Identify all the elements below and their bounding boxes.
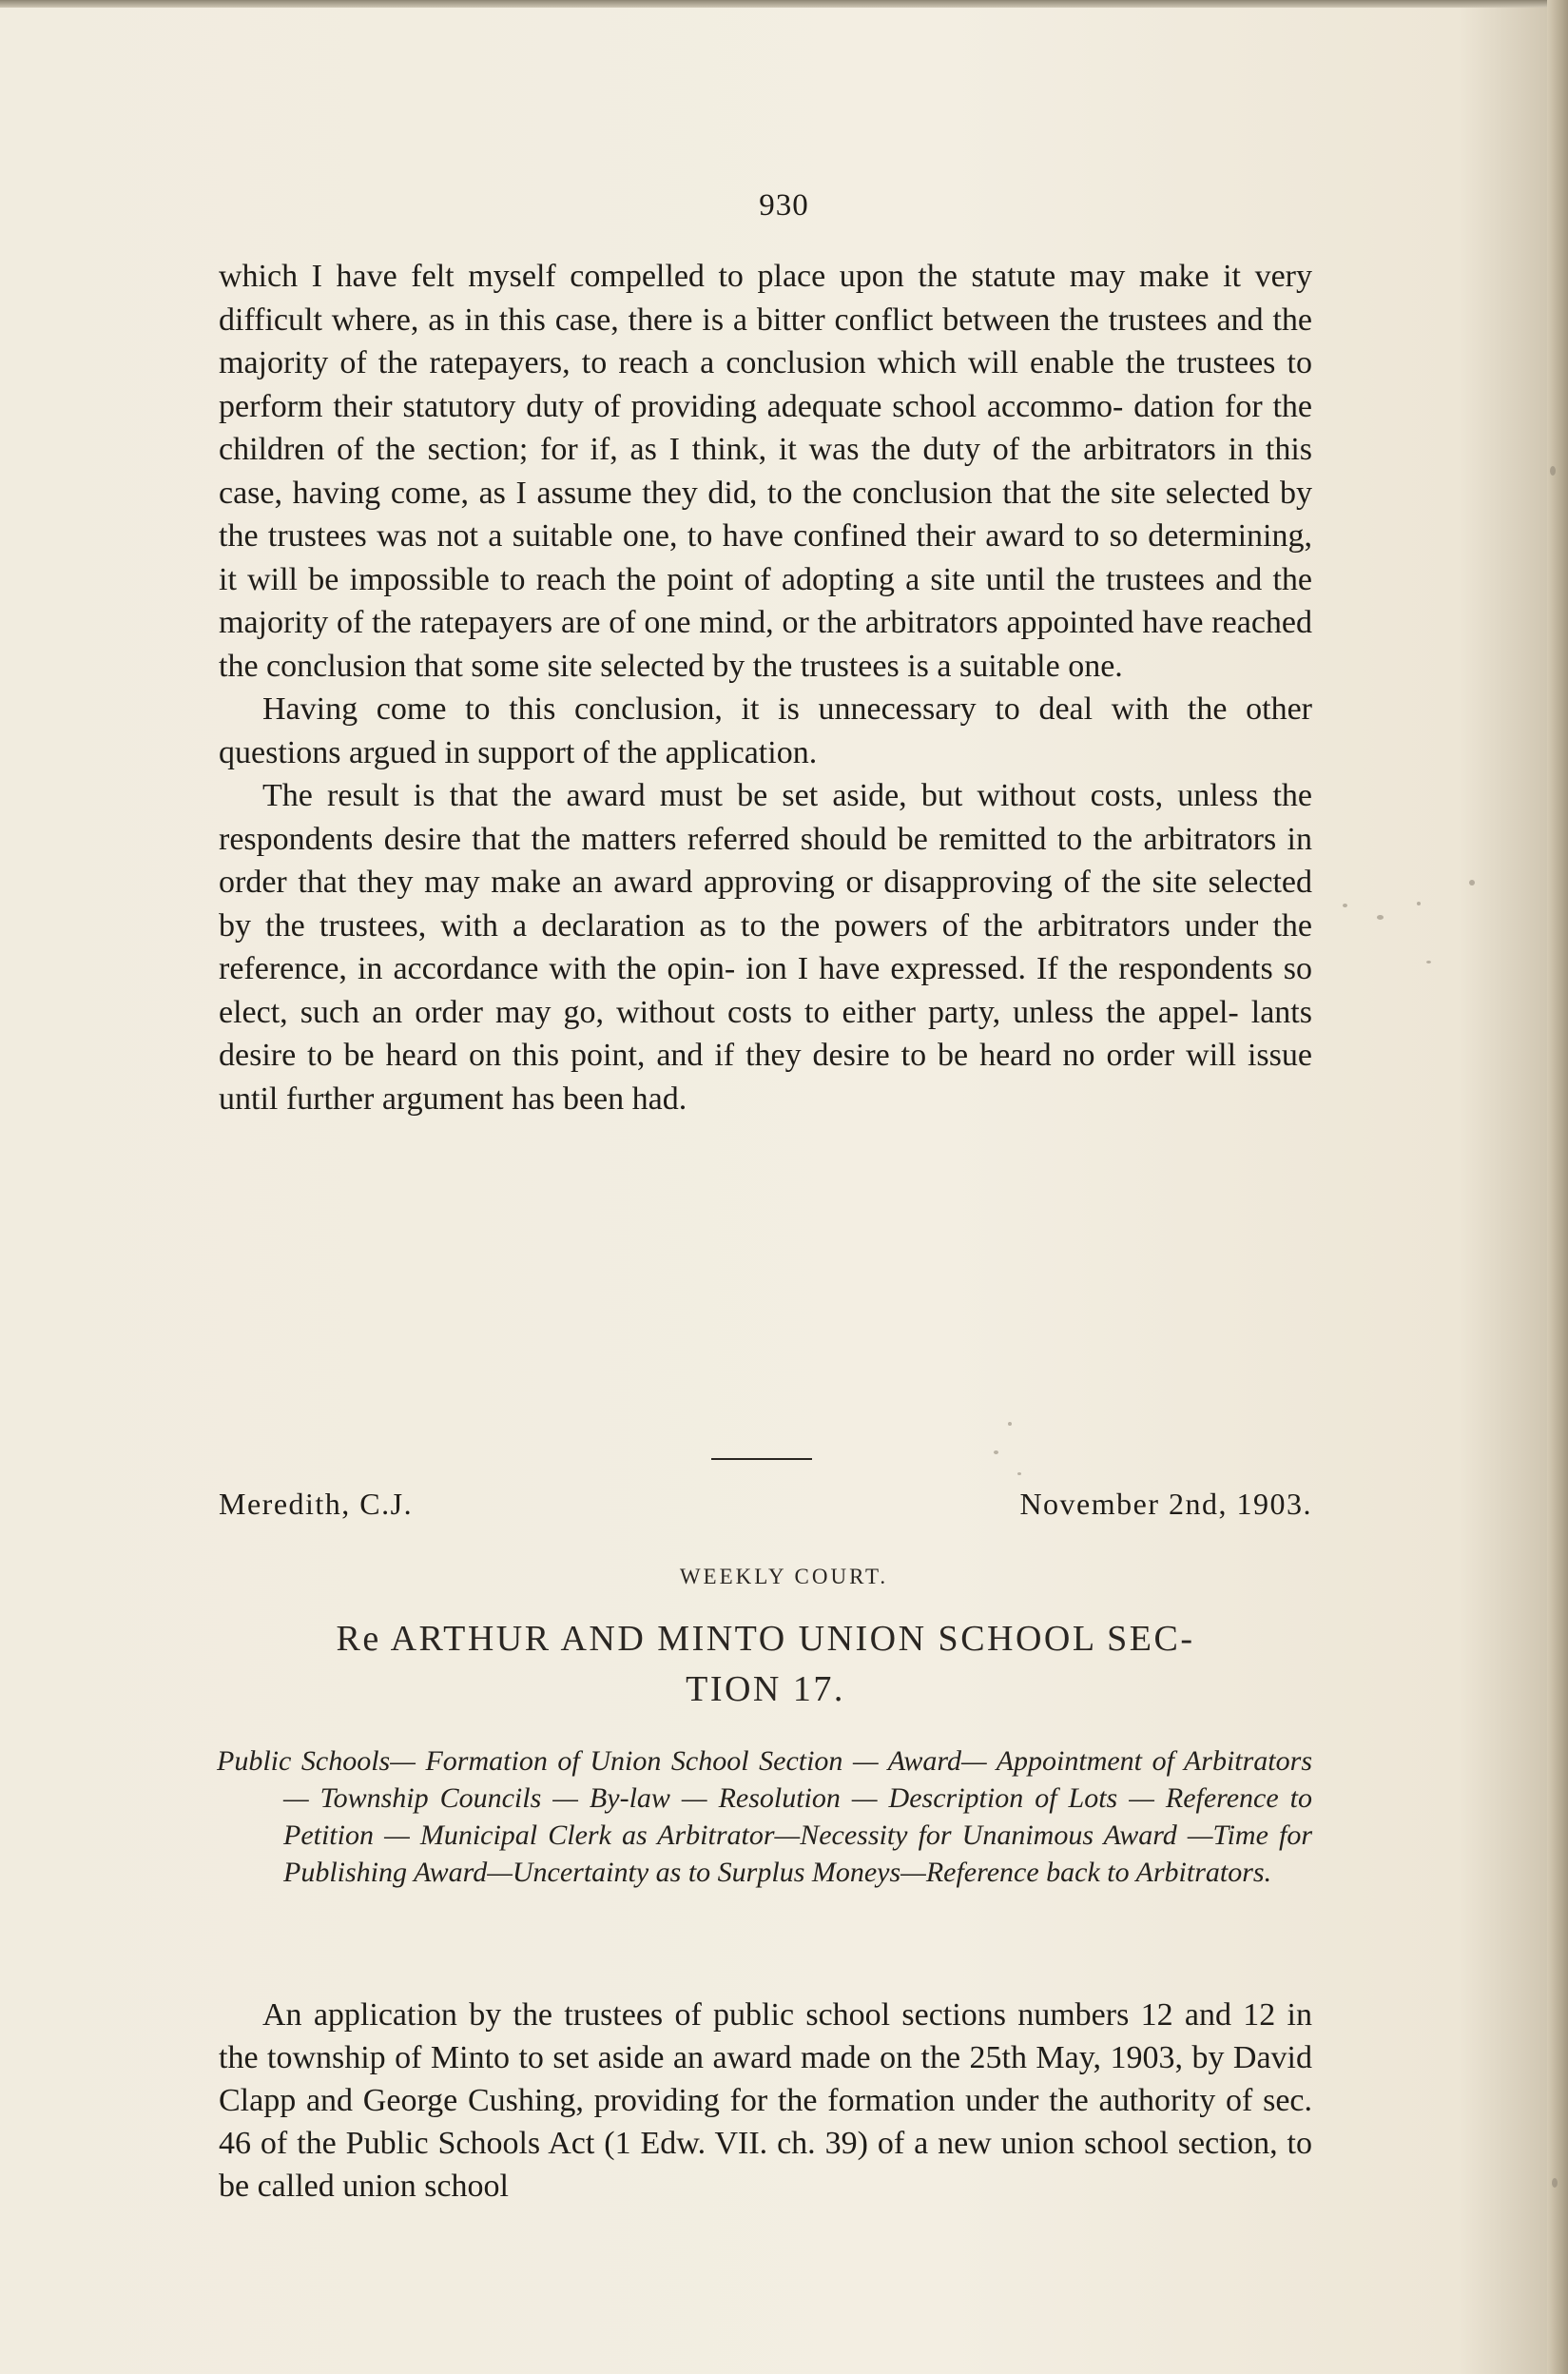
ink-speck: [1343, 904, 1347, 907]
section-divider: [711, 1458, 812, 1460]
headnote: Public Schools— Formation of Union School Section — Award— Appointment of Arbitrators — Township Councils — By-law — Resolution — Description of Lots — Reference to Petition — Municipal Clerk as Arbitrator—Necessity for Unanimous Award —Time for Publishing Award—Uncertainty as to Surplus Moneys—Reference back to Arbitrators.: [217, 1745, 1312, 1888]
ink-speck: [1552, 2178, 1558, 2188]
page-top-edge: [0, 0, 1568, 8]
opinion-paragraph: which I have felt myself compelled to place upon the statute may make it very difficult where, as in this case, there is a bitter conflict between the trustees and the majority of the ratepayers, to reach a conclusion which will enable the trustees to perform their statutory duty of providing adequate school accommo- dation for the children of the section; for if, as I think, it was the duty of the arbitrators in this case, having come, as I assume they did, to the conclusion that the site selected by the trustees was not a suitable one, to have confined their award to so determining, it will be impossible to reach the point of adopting a site until the trustees and the majority of the ratepayers are of one mind, or the arbitrators appointed have reached the conclusion that some site selected by the trustees is a suitable one.: [219, 259, 1312, 684]
ink-speck: [994, 1450, 998, 1454]
ink-speck: [1426, 961, 1431, 963]
opinion-body: [219, 255, 1312, 1120]
page-right-edge: [1547, 0, 1568, 2374]
ink-speck: [1017, 1472, 1021, 1475]
application-paragraph: An application by the trustees of public school sections numbers 12 and 12 in the township of Minto to set aside an award made on the 25th May, 1903, by David Clapp and George Cushing, providing for the formation under the authority of sec. 46 of the Public Schools Act (1 Edw. VII. ch. 39) of a new union school section, to be called union school: [219, 1997, 1312, 2204]
case-title-line: Re ARTHUR AND MINTO UNION SCHOOL SEC-: [336, 1619, 1195, 1659]
page-number: 930: [759, 188, 809, 223]
application-body: [219, 1994, 1312, 2208]
judgment-date: November 2nd, 1903.: [1019, 1487, 1312, 1521]
ink-speck: [1417, 902, 1421, 905]
court-name: WEEKLY COURT.: [679, 1565, 889, 1588]
ink-speck: [1377, 915, 1384, 920]
ink-speck: [1008, 1422, 1012, 1426]
opinion-paragraph: The result is that the award must be set aside, but without costs, unless the respondents desire that the matters referred should be remitted to the arbitrators in order that they may make an award approving or disapproving of the site selected by the trustees, with a declaration as to the powers of the arbitrators under the reference, in accordance with the opin- ion I have expressed. If the respondents so elect, such an order may go, without costs to either party, unless the appel- lants desire to be heard on this point, and if they desire to be heard no order will issue until further argument has been had.: [219, 778, 1312, 1117]
case-title-line: TION 17.: [686, 1669, 845, 1709]
judge-name: Meredith, C.J.: [219, 1487, 414, 1521]
ink-speck: [1550, 466, 1556, 476]
case-title: [219, 1614, 1312, 1715]
opinion-paragraph: Having come to this conclusion, it is unnecessary to deal with the other questions argued in support of the application.: [219, 691, 1312, 770]
ink-speck: [1469, 880, 1475, 885]
